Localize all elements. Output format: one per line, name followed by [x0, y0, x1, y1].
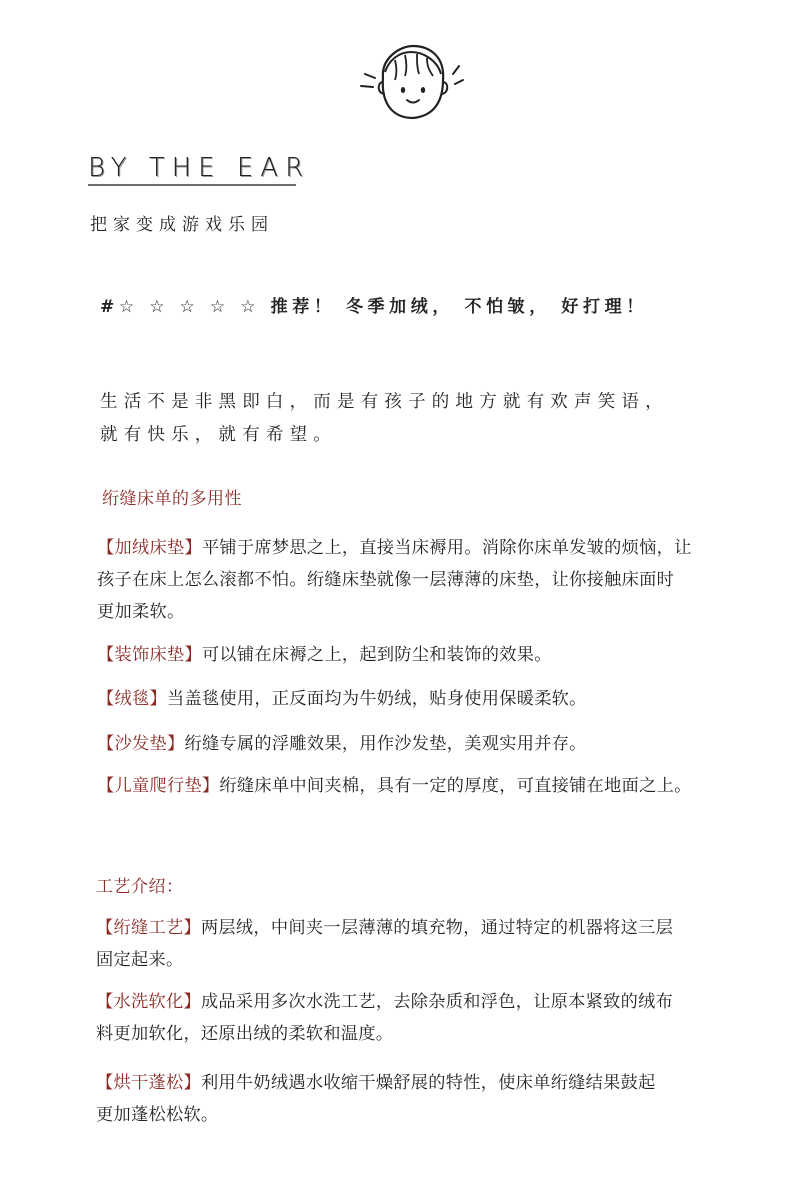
item-text: 可以铺在床褥之上，起到防尘和装饰的效果。 [201, 645, 552, 665]
item-text: 孩子在床上怎么滚都不怕。绗缝床垫就像一层薄薄的床垫，让你接触床面时 [97, 570, 675, 590]
brand-name: BY THE EAR [88, 153, 311, 183]
item-tag: 【烘干蓬松】 [96, 1073, 201, 1093]
use-item-decor-mattress [97, 639, 552, 671]
item-text: 成品采用多次水洗工艺，去除杂质和浮色，让原本紧致的绒布 [200, 992, 674, 1012]
item-text: 两层绒，中间夹一层薄薄的填充物，通过特定的机器将这三层 [200, 918, 674, 938]
item-text: 更加蓬松松软。 [96, 1105, 219, 1125]
item-text: 当盖毯使用，正反面均为牛奶绒，贴身使用保暖柔软。 [166, 689, 587, 709]
intro-line: 生活不是非黑即白，而是有孩子的地方就有欢声笑语， [100, 392, 669, 412]
item-tag: 【儿童爬行垫】 [97, 776, 220, 796]
item-text: 料更加软化，还原出绒的柔软和温度。 [96, 1024, 394, 1044]
use-item-blanket [97, 683, 587, 715]
item-tag: 【沙发垫】 [97, 734, 185, 754]
intro-line: 就有快乐，就有希望。 [100, 425, 337, 445]
item-text: 绗缝专属的浮雕效果，用作沙发垫，美观实用并存。 [184, 734, 587, 754]
craft-item-quilting [96, 912, 673, 976]
brand-logo [88, 152, 310, 188]
use-item-sofa-cushion [97, 728, 587, 760]
item-text: 利用牛奶绒遇水收缩干燥舒展的特性，使床单绗缝结果鼓起 [200, 1073, 656, 1093]
kid-face-icon [355, 38, 465, 128]
item-text: 平铺于席梦思之上，直接当床褥用。消除你床单发皱的烦恼，让 [201, 538, 692, 558]
brand-tagline: 把家变成游戏乐园 [90, 215, 274, 235]
brand-underline [88, 184, 296, 186]
item-tag: 【绒毯】 [97, 689, 167, 709]
section-title-craft: 工艺介绍： [96, 877, 184, 897]
use-item-play-mat [97, 770, 692, 802]
item-tag: 【加绒床垫】 [97, 538, 202, 558]
craft-item-drying [96, 1067, 656, 1131]
item-text: 更加柔软。 [97, 602, 185, 622]
section-title-uses: 绗缝床单的多用性 [102, 489, 242, 509]
item-tag: 【水洗软化】 [96, 992, 201, 1012]
craft-item-washing [96, 986, 673, 1050]
item-tag: 【绗缝工艺】 [96, 918, 201, 938]
item-text: 固定起来。 [96, 950, 184, 970]
item-text: 绗缝床单中间夹棉，具有一定的厚度，可直接铺在地面之上。 [219, 776, 692, 796]
item-tag: 【装饰床垫】 [97, 645, 202, 665]
use-item-fleece-mattress [97, 532, 692, 628]
intro-paragraph [100, 386, 669, 452]
headline: #☆ ☆ ☆ ☆ ☆ 推荐！ 冬季加绒， 不怕皱， 好打理！ [100, 297, 648, 317]
